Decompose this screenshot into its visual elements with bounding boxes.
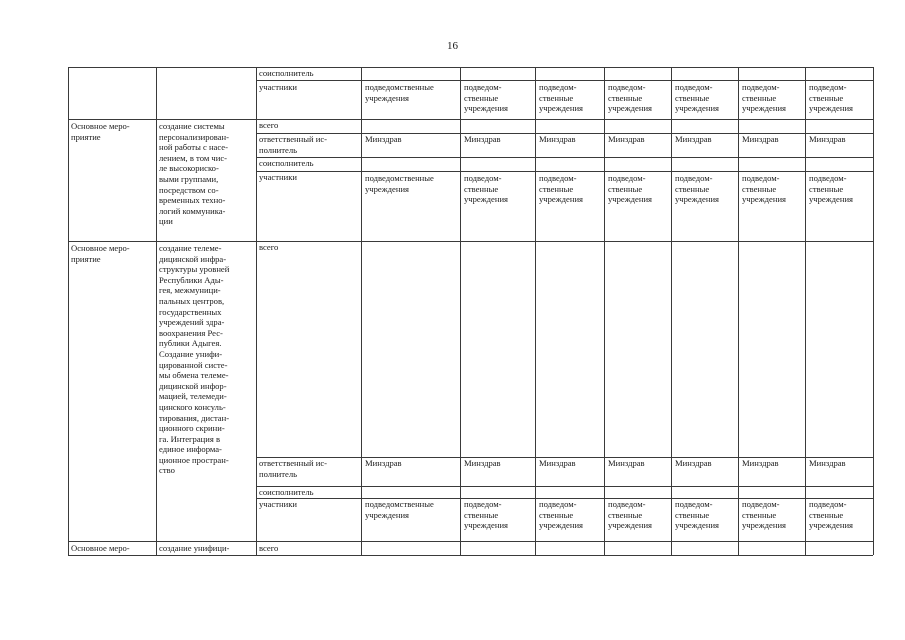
- executor-cell: Минздрав: [675, 458, 712, 468]
- executor-cell: Минздрав: [365, 134, 402, 144]
- page-number: 16: [447, 40, 458, 52]
- participants-cell: подведом- ственные учреждения: [809, 499, 854, 531]
- participants-cell: подведом- ственные учреждения: [742, 82, 787, 114]
- role-participants: участники: [259, 82, 297, 92]
- role-participants: участники: [259, 499, 297, 509]
- executor-cell: Минздрав: [608, 134, 645, 144]
- column-rule: [256, 67, 257, 555]
- participants-cell: подведом- ственные учреждения: [675, 82, 720, 114]
- column-rule: [671, 67, 672, 555]
- participants-cell: подведом- ственные учреждения: [608, 499, 653, 531]
- participants-cell: подведомственные учреждения: [365, 82, 434, 103]
- participants-cell: подведом- ственные учреждения: [539, 173, 584, 205]
- row-rule: [68, 241, 873, 242]
- table-top-rule: [68, 67, 873, 68]
- activity-description: создание телеме- дицинской инфра- структуры уровней Республики Ады- гея, межмуници- пальных центров, государственных учреждений здра- воохранения Рес- публики Адыгея. Создание унифи- цированной систе- мы обмена телеме- дицинской инфор- мацией, телемеди- цинского консуль- тирования, дистан- ционного скрини- га. Интеграция в единое информа- ционное простран- ство: [159, 243, 230, 476]
- participants-cell: подведом- ственные учреждения: [742, 499, 787, 531]
- column-rule: [68, 67, 69, 555]
- row-rule: [256, 80, 873, 81]
- participants-cell: подведом- ственные учреждения: [539, 499, 584, 531]
- executor-cell: Минздрав: [464, 134, 501, 144]
- executor-cell: Минздрав: [809, 134, 846, 144]
- role-responsible: ответственный ис- полнитель: [259, 134, 328, 155]
- executor-cell: Минздрав: [365, 458, 402, 468]
- participants-cell: подведом- ственные учреждения: [464, 499, 509, 531]
- participants-cell: подведом- ственные учреждения: [809, 82, 854, 114]
- participants-cell: подведом- ственные учреждения: [608, 82, 653, 114]
- column-rule: [805, 67, 806, 555]
- role-participants: участники: [259, 172, 297, 182]
- role-total: всего: [259, 120, 279, 130]
- executor-cell: Минздрав: [675, 134, 712, 144]
- activity-type: Основное меро- приятие: [71, 121, 130, 142]
- activity-description: создание унифици-: [159, 543, 230, 553]
- activity-description: создание системы персонализирован- ной работы с насе- лением, в том чис- ле высокориско- выми группами, посредством со- временных техно- логий коммуника- ции: [159, 121, 230, 227]
- column-rule: [738, 67, 739, 555]
- executor-cell: Минздрав: [608, 458, 645, 468]
- row-rule: [68, 119, 873, 120]
- executor-cell: Минздрав: [539, 458, 576, 468]
- participants-cell: подведом- ственные учреждения: [608, 173, 653, 205]
- role-total: всего: [259, 242, 279, 252]
- executor-cell: Минздрав: [464, 458, 501, 468]
- table-bottom-rule: [68, 555, 873, 556]
- role-coexecutor: соисполнитель: [259, 158, 314, 168]
- executor-cell: Минздрав: [539, 134, 576, 144]
- participants-cell: подведомственные учреждения: [365, 499, 434, 520]
- column-rule: [535, 67, 536, 555]
- participants-cell: подведом- ственные учреждения: [464, 82, 509, 114]
- executor-cell: Минздрав: [809, 458, 846, 468]
- activity-type: Основное меро- приятие: [71, 243, 130, 264]
- participants-cell: подведом- ственные учреждения: [675, 499, 720, 531]
- program-table: [68, 67, 873, 555]
- role-coexecutor: соисполнитель: [259, 487, 314, 497]
- executor-cell: Минздрав: [742, 134, 779, 144]
- participants-cell: подведом- ственные учреждения: [742, 173, 787, 205]
- column-rule: [361, 67, 362, 555]
- role-coexecutor: соисполнитель: [259, 68, 314, 78]
- column-rule: [604, 67, 605, 555]
- participants-cell: подведомственные учреждения: [365, 173, 434, 194]
- role-responsible: ответственный ис- полнитель: [259, 458, 328, 479]
- column-rule: [873, 67, 874, 555]
- participants-cell: подведом- ственные учреждения: [809, 173, 854, 205]
- activity-type: Основное меро-: [71, 543, 130, 553]
- column-rule: [156, 67, 157, 555]
- column-rule: [460, 67, 461, 555]
- participants-cell: подведом- ственные учреждения: [539, 82, 584, 114]
- executor-cell: Минздрав: [742, 458, 779, 468]
- role-total: всего: [259, 543, 279, 553]
- participants-cell: подведом- ственные учреждения: [464, 173, 509, 205]
- participants-cell: подведом- ственные учреждения: [675, 173, 720, 205]
